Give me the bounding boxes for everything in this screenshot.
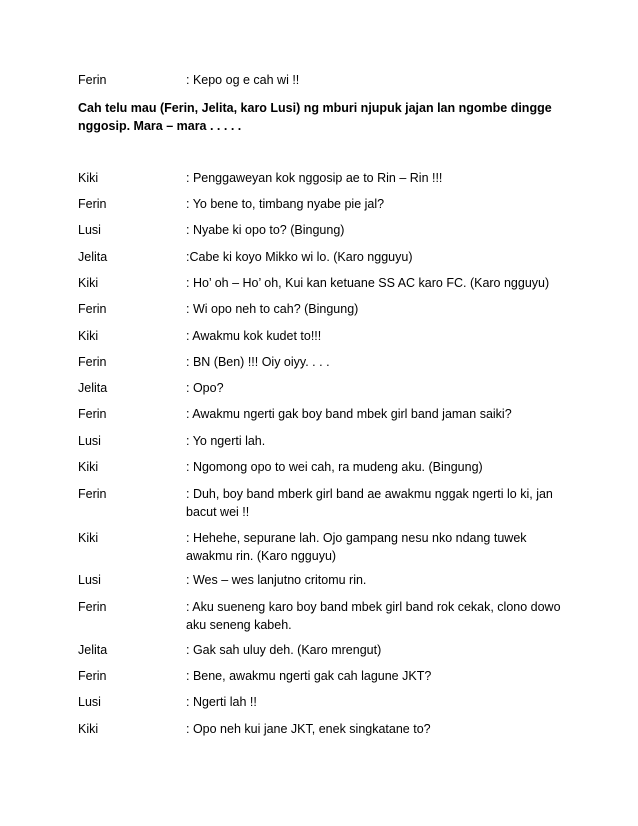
speaker-name: Lusi — [78, 695, 101, 709]
speech-text: : Aku sueneng karo boy band mbek girl band rok cekak, clono dowo aku seneng kabeh. — [186, 600, 561, 632]
speaker-name: Ferin — [78, 487, 107, 501]
speaker-name: Ferin — [78, 302, 107, 316]
speaker-name: Ferin — [78, 669, 107, 683]
speech-text: : Gak sah uluy deh. (Karo mrengut) — [186, 643, 382, 657]
speaker-name: Jelita — [78, 381, 108, 395]
narration-paragraph: Cah telu mau (Ferin, Jelita, karo Lusi) ng mburi njupuk jajan lan ngombe dingge nggosip. Mara – mara . . . . . — [78, 101, 552, 133]
speaker-name: Ferin — [78, 197, 107, 211]
speaker-name: Kiki — [78, 276, 99, 290]
speech-text: : Hehehe, sepurane lah. Ojo gampang nesu nko ndang tuwek awakmu rin. (Karo ngguyu) — [186, 531, 527, 563]
speaker-name: Ferin — [78, 407, 107, 421]
speaker-name: Ferin — [78, 355, 107, 369]
speech-text: : Penggaweyan kok nggosip ae to Rin – Rin !!! — [186, 171, 443, 185]
speaker-name: Kiki — [78, 531, 99, 545]
speaker-name: Kiki — [78, 460, 99, 474]
speech-text: :Cabe ki koyo Mikko wi lo. (Karo ngguyu) — [186, 250, 413, 264]
speech-text: : Kepo og e cah wi !! — [186, 73, 300, 87]
speech-text: : Ngomong opo to wei cah, ra mudeng aku. (Bingung) — [186, 460, 483, 474]
speaker-name: Ferin — [78, 600, 107, 614]
speech-text: : Ngerti lah !! — [186, 695, 257, 709]
speech-text: : Duh, boy band mberk girl band ae awakmu nggak ngerti lo ki, jan bacut wei !! — [186, 487, 553, 519]
speech-text: : Awakmu ngerti gak boy band mbek girl band jaman saiki? — [186, 407, 512, 421]
speech-text: : Ho’ oh – Ho’ oh, Kui kan ketuane SS AC karo FC. (Karo ngguyu) — [186, 276, 550, 290]
speaker-name: Lusi — [78, 573, 101, 587]
speech-text: : Yo ngerti lah. — [186, 434, 266, 448]
speech-text: : Wes – wes lanjutno critomu rin. — [186, 573, 367, 587]
speaker-name: Kiki — [78, 722, 99, 736]
speaker-name: Jelita — [78, 643, 108, 657]
speech-text: : Opo? — [186, 381, 224, 395]
speaker-name: Lusi — [78, 434, 101, 448]
speech-text: : Bene, awakmu ngerti gak cah lagune JKT? — [186, 669, 432, 683]
speaker-name: Ferin — [78, 73, 107, 87]
speech-text: : BN (Ben) !!! Oiy oiyy. . . . — [186, 355, 330, 369]
speaker-name: Jelita — [78, 250, 108, 264]
speech-text: : Opo neh kui jane JKT, enek singkatane to? — [186, 722, 431, 736]
speech-text: : Yo bene to, timbang nyabe pie jal? — [186, 197, 385, 211]
speaker-name: Kiki — [78, 171, 99, 185]
speaker-name: Lusi — [78, 223, 101, 237]
speech-text: : Awakmu kok kudet to!!! — [186, 329, 322, 343]
speech-text: : Wi opo neh to cah? (Bingung) — [186, 302, 359, 316]
speech-text: : Nyabe ki opo to? (Bingung) — [186, 223, 345, 237]
speaker-name: Kiki — [78, 329, 99, 343]
